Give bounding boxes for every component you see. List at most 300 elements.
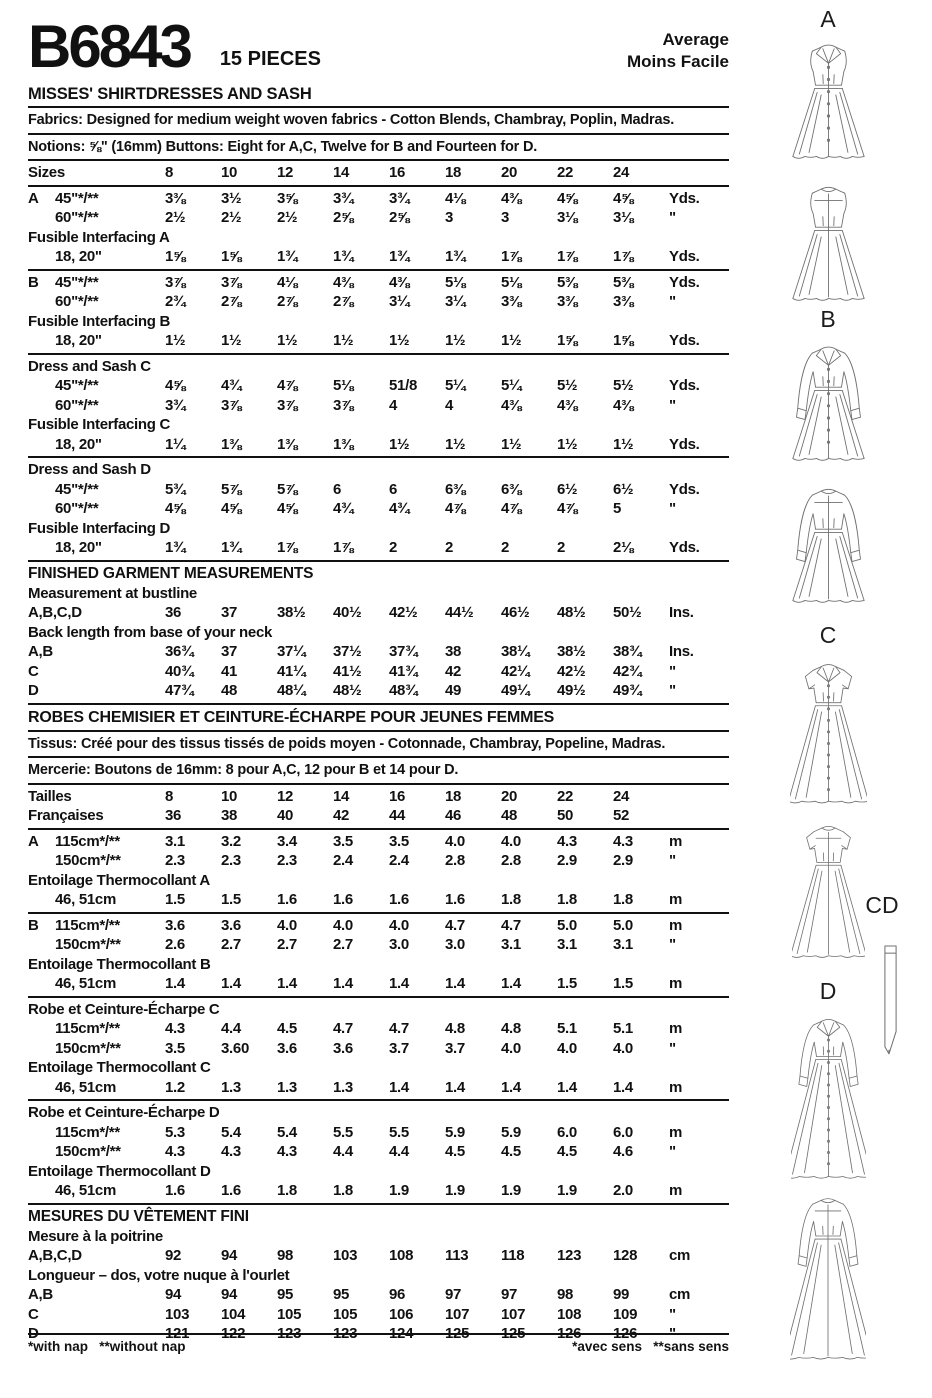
fr-value-38-7: 126	[557, 1325, 582, 1342]
fr-unit-21: m	[669, 1020, 683, 1037]
view-label-a-front: A	[820, 6, 836, 32]
en-value-7-3: 3¾	[333, 189, 354, 207]
fr-row-label-8: Françaises	[28, 807, 104, 824]
fr-value-24-6: 1.4	[501, 1078, 521, 1096]
garment-illustrations-column	[770, 0, 932, 1398]
fr-value-18-2: 1.4	[277, 975, 297, 992]
view-label-d-front: D	[819, 978, 837, 1004]
fr-subhead-35: Longueur – dos, votre nuque à l'ourlet	[28, 1266, 290, 1284]
en-value-12-3: 4⅜	[333, 273, 354, 291]
fr-value-10-7: 4.3	[557, 832, 577, 850]
fr-head-29: Entoilage Thermocollant D	[28, 1162, 211, 1180]
en-width-label-10: 18, 20"	[55, 248, 102, 265]
en-data-33	[28, 642, 729, 662]
en-width-label-24: 45"*/**	[55, 480, 99, 498]
dress-line-art-a-front	[788, 38, 869, 168]
fr-value-21-3: 4.7	[333, 1020, 353, 1037]
dress-line-art-d-back	[790, 1192, 866, 1368]
fr-unit-15: m	[669, 916, 683, 934]
fr-value-16-7: 3.1	[557, 936, 577, 953]
fr-value-13-0: 1.5	[165, 891, 185, 908]
en-width-label-7: 45"*/**	[55, 189, 99, 207]
fr-width-label-15: 115cm*/**	[55, 916, 120, 934]
garment-illustration-a-back	[788, 180, 869, 310]
en-value-7-7: 4⅝	[557, 189, 578, 207]
fr-infoline-3	[28, 734, 729, 755]
fr-value-24-7: 1.4	[557, 1078, 577, 1096]
fr-value-10-5: 4.0	[445, 832, 465, 850]
en-value-19-7: 4⅜	[557, 396, 578, 414]
fr-value-16-2: 2.7	[277, 936, 297, 953]
fr-value-7-3: 14	[333, 787, 350, 805]
en-value-33-5: 38	[445, 643, 462, 660]
fr-view-letter-38: D	[28, 1325, 39, 1342]
fr-value-34-6: 118	[501, 1247, 525, 1264]
en-value-33-1: 37	[221, 643, 238, 660]
fr-value-15-5: 4.7	[445, 916, 465, 934]
fr-unit-30: m	[669, 1182, 683, 1199]
en-value-12-5: 5⅛	[445, 273, 466, 291]
en-data-12	[28, 273, 729, 293]
en-data-15	[28, 331, 729, 351]
fr-value-16-0: 2.6	[165, 936, 185, 953]
en-value-18-2: 4⅞	[277, 377, 298, 394]
en-value-7-2: 3⅝	[277, 189, 298, 207]
fr-divider-4	[28, 756, 729, 758]
fr-bighead-32: MESURES DU VÊTEMENT FINI	[28, 1207, 249, 1225]
fr-head-17: Entoilage Thermocollant B	[28, 955, 211, 973]
dress-line-art-a-back	[788, 180, 869, 310]
fr-value-15-1: 3.6	[221, 916, 241, 934]
en-value-10-3: 1¾	[333, 248, 354, 265]
fr-value-22-0: 3.5	[165, 1039, 185, 1057]
fr-value-30-4: 1.9	[389, 1182, 409, 1199]
en-value-10-5: 1¾	[445, 248, 466, 265]
en-data-8	[28, 208, 729, 228]
en-value-35-1: 48	[221, 682, 238, 699]
en-value-12-4: 4⅜	[389, 273, 410, 291]
en-divider-22	[28, 456, 729, 458]
en-width-label-21: 18, 20"	[55, 435, 102, 453]
fr-value-22-3: 3.6	[333, 1039, 353, 1057]
fr-value-21-6: 4.8	[501, 1020, 521, 1037]
en-width-label-19: 60"*/**	[55, 396, 99, 414]
fr-value-34-2: 98	[277, 1247, 294, 1264]
en-data-25	[28, 499, 729, 519]
fr-width-label-24: 46, 51cm	[55, 1078, 116, 1096]
en-value-8-7: 3⅛	[557, 209, 578, 226]
en-data-35	[28, 681, 729, 701]
en-value-25-0: 4⅝	[165, 500, 186, 517]
en-value-27-8: 2⅛	[613, 539, 634, 556]
en-value-33-8: 38¾	[613, 643, 642, 660]
garment-illustration-c-back	[792, 820, 865, 966]
en-value-35-6: 49¼	[501, 682, 530, 699]
en-value-27-0: 1¾	[165, 539, 186, 556]
fr-value-37-6: 107	[501, 1305, 526, 1323]
fr-value-10-2: 3.4	[277, 832, 297, 850]
fr-width-label-28: 150cm*/**	[55, 1143, 121, 1160]
en-divider-16	[28, 353, 729, 355]
en-unit-8: "	[669, 209, 676, 226]
fr-value-10-4: 3.5	[389, 832, 409, 850]
fr-value-7-0: 8	[165, 787, 174, 805]
en-value-12-7: 5⅜	[557, 273, 578, 291]
en-value-12-8: 5⅜	[613, 273, 634, 291]
fr-value-16-3: 2.7	[333, 936, 353, 953]
en-value-5-0: 8	[165, 164, 174, 181]
view-label-sash: CD	[865, 892, 899, 918]
fr-value-37-5: 107	[445, 1305, 470, 1323]
fr-value-10-6: 4.0	[501, 832, 521, 850]
en-head-9: Fusible Interfacing A	[28, 228, 170, 246]
en-unit-24: Yds.	[669, 480, 700, 498]
fr-value-27-4: 5.5	[389, 1123, 409, 1141]
en-info-text-1: Designed for medium weight woven fabrics - Cotton Blends, Chambray, Poplin, Madras.	[82, 112, 675, 128]
en-value-25-7: 4⅞	[557, 500, 578, 517]
en-value-7-0: 3⅜	[165, 189, 186, 207]
fr-data-27	[28, 1123, 729, 1143]
fr-value-7-1: 10	[221, 787, 238, 805]
en-value-7-6: 4⅜	[501, 189, 522, 207]
fr-value-37-2: 105	[277, 1305, 302, 1323]
fr-infoline-5	[28, 760, 729, 781]
fr-value-38-1: 122	[221, 1325, 246, 1342]
fr-info-label-3: Tissus:	[28, 735, 78, 752]
en-value-8-8: 3⅛	[613, 209, 634, 226]
view-label-c-front: C	[819, 622, 837, 648]
fr-width-label-27: 115cm*/**	[55, 1123, 120, 1141]
en-value-35-4: 48¾	[389, 682, 418, 699]
en-view-letter-34: C	[28, 662, 39, 680]
en-value-34-5: 42	[445, 662, 462, 680]
en-unit-10: Yds.	[669, 248, 700, 265]
en-data-13	[28, 292, 729, 312]
fr-unit-10: m	[669, 832, 683, 850]
fr-value-11-0: 2.3	[165, 852, 185, 869]
en-value-24-7: 6½	[557, 480, 578, 498]
footnote-english: *with nap **without nap	[28, 1339, 186, 1354]
en-data-7	[28, 189, 729, 209]
en-value-18-1: 4¾	[221, 377, 242, 394]
en-value-13-7: 3⅜	[557, 293, 578, 310]
en-value-5-4: 16	[389, 164, 406, 181]
fr-data-30	[28, 1181, 729, 1201]
en-info-label-3: Notions:	[28, 138, 86, 155]
fr-value-27-0: 5.3	[165, 1123, 185, 1141]
fr-unit-24: m	[669, 1078, 683, 1096]
en-value-15-8: 1⅝	[613, 332, 634, 349]
fr-divider-25	[28, 1099, 729, 1101]
en-value-21-1: 1⅜	[221, 435, 242, 453]
en-value-18-4: 51/8	[389, 377, 417, 394]
fr-data-22	[28, 1039, 729, 1059]
en-value-24-1: 5⅞	[221, 480, 242, 498]
en-value-10-8: 1⅞	[613, 248, 634, 265]
en-value-35-8: 49¾	[613, 682, 642, 699]
fr-value-10-3: 3.5	[333, 832, 353, 850]
en-value-25-8: 5	[613, 500, 622, 517]
fr-value-34-5: 113	[445, 1247, 469, 1264]
fr-value-27-1: 5.4	[221, 1123, 241, 1141]
fr-unit-36: cm	[669, 1286, 691, 1303]
en-head-26: Fusible Interfacing D	[28, 519, 171, 537]
en-value-31-1: 37	[221, 604, 238, 621]
en-divider-11	[28, 269, 729, 271]
fr-value-11-2: 2.3	[277, 852, 297, 869]
en-unit-18: Yds.	[669, 377, 700, 394]
footnotes	[28, 1339, 729, 1354]
fr-value-13-8: 1.8	[613, 891, 633, 908]
en-value-19-1: 3⅞	[221, 396, 242, 414]
en-value-10-4: 1¾	[389, 248, 410, 265]
fr-value-28-2: 4.3	[277, 1143, 297, 1160]
en-divider-28	[28, 560, 729, 562]
en-value-25-5: 4⅞	[445, 500, 466, 517]
en-value-13-1: 2⅞	[221, 293, 242, 310]
fr-value-15-8: 5.0	[613, 916, 633, 934]
en-value-24-3: 6	[333, 480, 342, 498]
fr-value-11-5: 2.8	[445, 852, 465, 869]
english-yardage-table	[28, 106, 729, 701]
fr-value-18-0: 1.4	[165, 975, 185, 992]
fr-value-28-0: 4.3	[165, 1143, 185, 1160]
en-value-15-1: 1½	[221, 332, 242, 349]
en-unit-33: Ins.	[669, 643, 694, 660]
fr-value-27-6: 5.9	[501, 1123, 521, 1141]
fr-value-27-8: 6.0	[613, 1123, 633, 1141]
fr-head-12: Entoilage Thermocollant A	[28, 871, 210, 889]
fr-head-20: Robe et Ceinture-Écharpe C	[28, 1000, 220, 1018]
fr-value-24-1: 1.3	[221, 1078, 241, 1096]
en-value-31-8: 50½	[613, 604, 642, 621]
fr-value-22-1: 3.60	[221, 1039, 249, 1057]
fr-value-38-3: 123	[333, 1325, 358, 1342]
fr-value-38-8: 126	[613, 1325, 638, 1342]
en-unit-12: Yds.	[669, 273, 700, 291]
en-sizes-5	[28, 163, 729, 183]
fr-value-11-4: 2.4	[389, 852, 409, 869]
fr-value-36-1: 94	[221, 1286, 238, 1303]
en-value-13-4: 3¼	[389, 293, 410, 310]
en-value-27-7: 2	[557, 539, 566, 556]
fr-value-10-0: 3.1	[165, 832, 185, 850]
en-data-24	[28, 480, 729, 500]
en-value-34-8: 42¾	[613, 662, 642, 680]
en-value-21-6: 1½	[501, 435, 522, 453]
fr-value-21-2: 4.5	[277, 1020, 297, 1037]
fr-divider-6	[28, 783, 729, 785]
en-value-31-4: 42½	[389, 604, 418, 621]
fr-value-24-0: 1.2	[165, 1078, 185, 1096]
fr-value-37-4: 106	[389, 1305, 414, 1323]
fr-value-15-2: 4.0	[277, 916, 297, 934]
en-value-5-6: 20	[501, 164, 518, 181]
fr-value-38-4: 124	[389, 1325, 414, 1342]
pattern-title: MISSES' SHIRTDRESSES AND SASH	[28, 85, 312, 103]
en-value-19-3: 3⅞	[333, 396, 354, 414]
fr-width-label-10: 115cm*/**	[55, 832, 120, 850]
en-value-24-6: 6⅜	[501, 480, 522, 498]
fr-value-7-2: 12	[277, 787, 294, 805]
en-value-25-2: 4⅝	[277, 500, 298, 517]
en-data-31	[28, 603, 729, 623]
main-column	[28, 0, 729, 1344]
en-unit-19: "	[669, 396, 676, 414]
en-value-5-1: 10	[221, 164, 238, 181]
en-view-letter-12: B	[28, 273, 39, 291]
fr-value-30-0: 1.6	[165, 1182, 185, 1199]
fr-value-13-2: 1.6	[277, 891, 297, 908]
fr-value-21-4: 4.7	[389, 1020, 409, 1037]
en-value-21-8: 1½	[613, 435, 634, 453]
en-unit-15: Yds.	[669, 332, 700, 349]
fr-value-28-1: 4.3	[221, 1143, 241, 1160]
fr-unit-27: m	[669, 1123, 683, 1141]
en-value-24-5: 6⅜	[445, 480, 466, 498]
fr-value-8-0: 36	[165, 807, 182, 824]
fr-value-30-1: 1.6	[221, 1182, 241, 1199]
fr-unit-11: "	[669, 852, 676, 869]
en-unit-35: "	[669, 682, 676, 699]
fr-value-15-6: 4.7	[501, 916, 521, 934]
fr-width-label-30: 46, 51cm	[55, 1182, 116, 1199]
en-value-35-5: 49	[445, 682, 462, 699]
dress-line-art-sash	[879, 944, 901, 1064]
fr-value-10-1: 3.2	[221, 832, 241, 850]
fr-view-letter-10: A	[28, 832, 39, 850]
fr-value-30-5: 1.9	[445, 1182, 465, 1199]
en-value-18-8: 5½	[613, 377, 634, 394]
fr-value-7-4: 16	[389, 787, 406, 805]
en-value-8-4: 2⅝	[389, 209, 410, 226]
fr-value-16-5: 3.0	[445, 936, 465, 953]
fr-value-28-8: 4.6	[613, 1143, 633, 1160]
fr-data-15	[28, 916, 729, 936]
fr-value-22-4: 3.7	[389, 1039, 409, 1057]
fr-data-11	[28, 851, 729, 871]
en-value-19-2: 3⅞	[277, 396, 298, 414]
en-row-label-5: Sizes	[28, 164, 65, 181]
en-view-letter-31: A,B,C,D	[28, 604, 82, 621]
en-value-15-5: 1½	[445, 332, 466, 349]
fr-value-22-7: 4.0	[557, 1039, 577, 1057]
en-data-27	[28, 538, 729, 558]
fr-data-18	[28, 974, 729, 994]
en-head-14: Fusible Interfacing B	[28, 312, 171, 330]
fr-value-11-6: 2.8	[501, 852, 521, 869]
en-value-27-5: 2	[445, 539, 454, 556]
en-value-13-6: 3⅜	[501, 293, 522, 310]
garment-illustration-c-front	[790, 658, 867, 812]
fr-value-21-7: 5.1	[557, 1020, 577, 1037]
en-data-18	[28, 376, 729, 396]
footnote-french: *avec sens **sans sens	[572, 1339, 729, 1354]
fr-value-38-0: 121	[165, 1325, 190, 1342]
en-value-8-0: 2½	[165, 209, 186, 226]
en-value-13-0: 2¾	[165, 293, 186, 310]
fr-value-37-3: 105	[333, 1305, 358, 1323]
fr-value-8-5: 46	[445, 807, 462, 824]
en-value-18-7: 5½	[557, 377, 578, 394]
difficulty-french: Moins Facile	[626, 51, 729, 71]
fr-divider-14	[28, 912, 729, 914]
en-value-19-5: 4	[445, 396, 454, 414]
fr-width-label-13: 46, 51cm	[55, 891, 116, 908]
fr-value-11-7: 2.9	[557, 852, 577, 869]
en-value-21-3: 1⅜	[333, 435, 354, 453]
fr-value-38-6: 125	[501, 1325, 526, 1342]
en-value-13-8: 3⅜	[613, 293, 634, 310]
en-value-5-3: 14	[333, 164, 350, 181]
en-divider-2	[28, 133, 729, 135]
en-value-33-2: 37¼	[277, 643, 306, 660]
en-value-31-7: 48½	[557, 604, 586, 621]
difficulty-english: Average	[662, 29, 729, 49]
en-infoline-1	[28, 110, 729, 131]
fr-data-16	[28, 935, 729, 955]
dress-line-art-d-front	[791, 1013, 866, 1187]
en-value-18-5: 5¼	[445, 377, 466, 394]
fr-unit-18: m	[669, 975, 683, 992]
en-value-31-5: 44½	[445, 604, 474, 621]
en-value-25-1: 4⅝	[221, 500, 242, 517]
fr-value-34-8: 128	[613, 1247, 638, 1264]
en-value-5-5: 18	[445, 164, 462, 181]
en-value-35-2: 48¼	[277, 682, 306, 699]
fr-value-36-5: 97	[445, 1286, 462, 1303]
fr-value-28-4: 4.4	[389, 1143, 409, 1160]
fr-value-15-0: 3.6	[165, 916, 185, 934]
fr-value-24-8: 1.4	[613, 1078, 633, 1096]
en-value-15-0: 1½	[165, 332, 186, 349]
en-value-10-0: 1⅝	[165, 248, 186, 265]
fr-sizes-8	[28, 806, 729, 826]
fr-value-18-5: 1.4	[445, 975, 465, 992]
en-unit-25: "	[669, 500, 676, 517]
fr-value-22-5: 3.7	[445, 1039, 465, 1057]
fr-value-30-7: 1.9	[557, 1182, 577, 1199]
fr-value-18-1: 1.4	[221, 975, 241, 992]
en-value-34-2: 41¼	[277, 662, 306, 680]
en-value-5-8: 24	[613, 164, 630, 181]
en-value-13-2: 2⅞	[277, 293, 298, 310]
en-value-10-1: 1⅝	[221, 248, 242, 265]
en-value-24-2: 5⅞	[277, 480, 298, 498]
fr-value-37-0: 103	[165, 1305, 190, 1323]
fr-value-28-5: 4.5	[445, 1143, 465, 1160]
garment-illustration-b-back	[788, 482, 869, 612]
en-infoline-3	[28, 137, 729, 158]
en-value-13-3: 2⅞	[333, 293, 354, 310]
en-value-25-3: 4¾	[333, 500, 354, 517]
fr-value-36-3: 95	[333, 1286, 350, 1303]
fr-width-label-18: 46, 51cm	[55, 975, 116, 992]
en-value-21-5: 1½	[445, 435, 466, 453]
en-value-15-4: 1½	[389, 332, 410, 349]
fr-value-24-4: 1.4	[389, 1078, 409, 1096]
en-head-20: Fusible Interfacing C	[28, 416, 171, 433]
en-value-27-6: 2	[501, 539, 510, 556]
fr-divider-0	[28, 703, 729, 705]
dress-line-art-b-front	[788, 340, 869, 470]
fr-value-21-8: 5.1	[613, 1020, 633, 1037]
french-yardage-table	[28, 703, 729, 1344]
fr-value-7-6: 20	[501, 787, 518, 805]
piece-count: 15 PIECES	[219, 48, 321, 70]
fr-value-10-8: 4.3	[613, 832, 633, 850]
en-width-label-12: 45"*/**	[55, 273, 99, 291]
